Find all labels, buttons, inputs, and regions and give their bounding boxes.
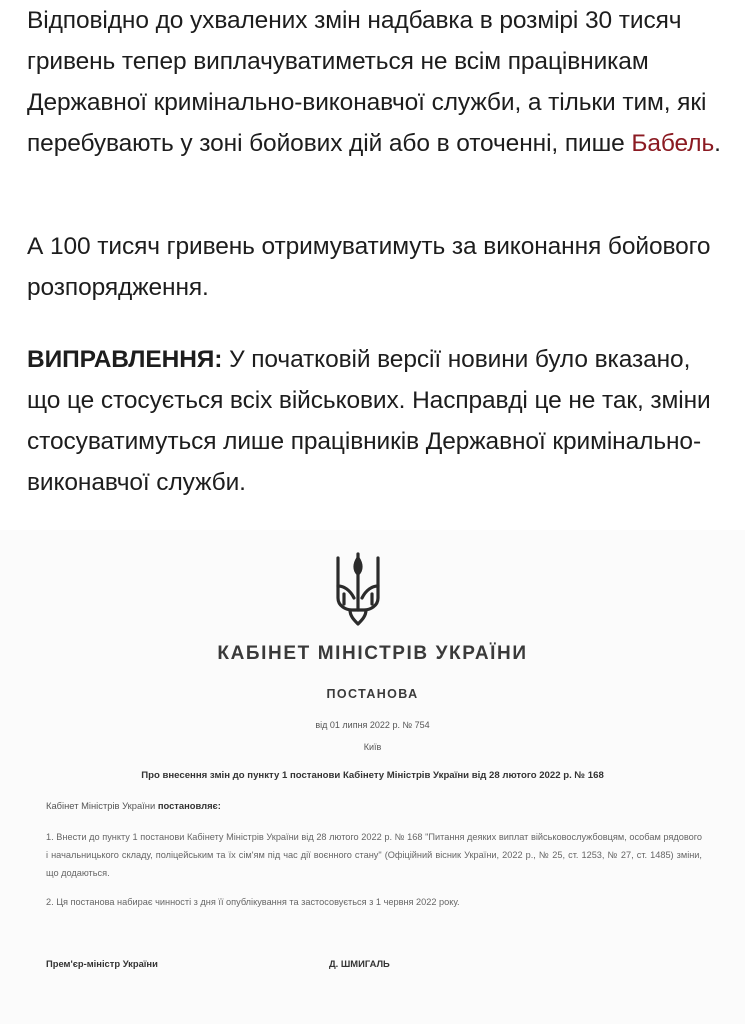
resolution-title: ПОСТАНОВА — [326, 687, 419, 701]
signature-role: Прем'єр-міністр України — [46, 958, 158, 969]
decree-subject: Про внесення змін до пункту 1 постанови Кабінету Міністрів України від 28 лютого 2022 р. № 168 — [141, 770, 604, 781]
intro-bold: постановляє: — [157, 800, 221, 811]
decree-image — [0, 530, 745, 1024]
source-link-babel[interactable]: Бабель — [631, 130, 715, 157]
correction-text: У початковій версії новини було вказано, що це стосується всіх військових. Насправді це не так, зміни стосуватимуться лише працівників Державної кримінально-виконавчої служби. — [27, 346, 711, 496]
intro-prefix: Кабінет Міністрів України — [46, 800, 158, 811]
decree-item-1: 1. Внести до пункту 1 постанови Кабінету Міністрів України від 28 лютого 2022 р. № 168 "Питання деяких виплат військовослужбовцям, особам рядового і начальницького складу, поліцейським та їх сім'ям під час дії воєнного стану" (Офіційний вісник України, 2022 р., № 25, ст. 1253, № 27, ст. 1485) зміни, що додаються. — [46, 832, 702, 878]
decree-item-2: 2. Ця постанова набирає чинності з дня її опублікування та застосовується з 1 червня 2022 року. — [46, 897, 460, 907]
article-paragraph-1 — [27, 0, 727, 164]
decree-intro — [46, 800, 221, 811]
cabinet-title: КАБІНЕТ МІНІСТРІВ УКРАЇНИ — [217, 643, 528, 664]
correction-paragraph — [27, 339, 727, 503]
article-paragraph-2: А 100 тисяч гривень отримуватимуть за виконання бойового розпорядження. — [27, 233, 711, 301]
decree-city: Київ — [363, 742, 382, 752]
trident-icon — [332, 550, 384, 628]
paragraph-1-end: . — [714, 130, 721, 157]
paragraph-1-text: Відповідно до ухвалених змін надбавка в розмірі 30 тисяч гривень тепер виплачуватиметься не всім працівникам Державної кримінально-виконавчої служби, а тільки тим, які перебувають у зоні бойових дій або в оточенні, пише — [27, 7, 707, 157]
decree-date: від 01 липня 2022 р. № 754 — [315, 720, 430, 730]
correction-label: ВИПРАВЛЕННЯ: — [27, 346, 223, 373]
signature-name: Д. ШМИГАЛЬ — [329, 958, 390, 969]
